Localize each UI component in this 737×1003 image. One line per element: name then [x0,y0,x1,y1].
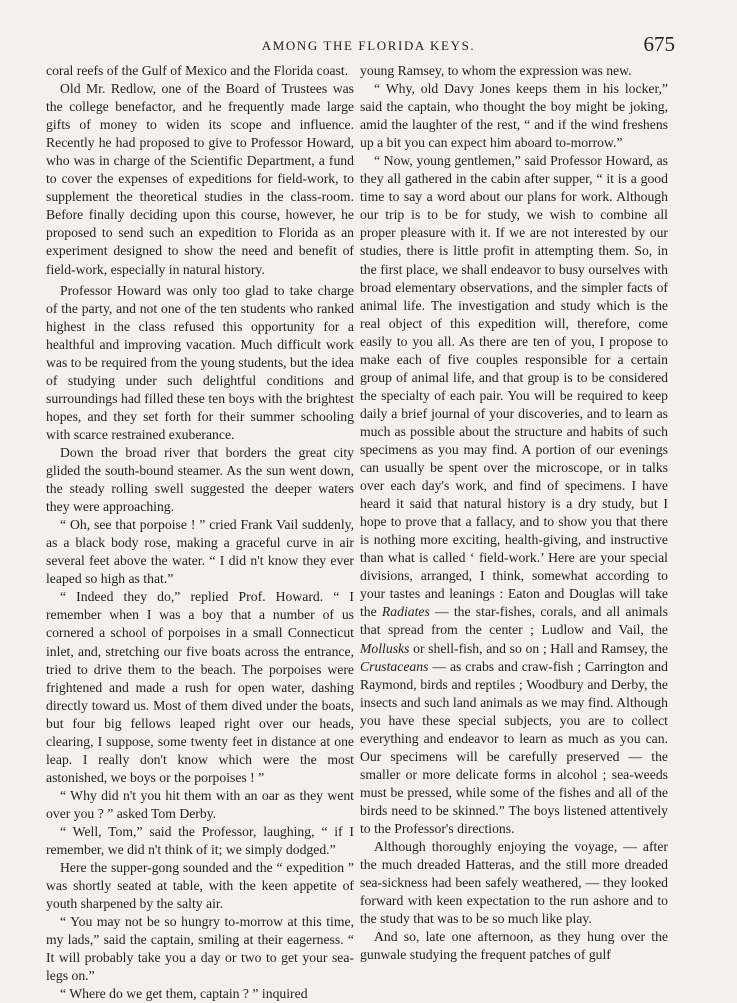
paragraph: coral reefs of the Gulf of Mexico and the Florida coast. [46,63,349,78]
paragraph: “ Indeed they do,” replied Prof. Howard. “ I remember when I was a boy that a number of us cornered a school of porpoises in a small Connecticut inlet, and, stretching our five boats across the entrance, tried to drive them to the beach. The porpoises were frightened and made a rush for open water, dashing directly toward us. Most of them dived under the boats, but four big fellows leaped right over our heads, clearing, I suppose, some twenty feet in distance at one leap. I really don't know which were the most astonished, we boys or the porpoises ! ” [46,589,354,785]
text-run: or shell-fish, and so on ; Hall and Ramsey, the [409,640,668,656]
paragraph: And so, late one afternoon, as they hung over the gunwale studying the frequent patches of gulf [360,929,668,963]
paragraph: Down the broad river that borders the great city glided the south-bound steamer. As the sun went down, the steady rolling swell suggested the deeper waters they were approaching. [46,444,354,515]
paragraph: “ Where do we get them, captain ? ” inquired [60,986,308,1002]
paragraph-professor-speech [360,152,668,838]
text-run: “ Now, young gentlemen,” said Professor Howard, as they all gathered in the cabin after supper, “ it is a good time to say a word about our plans for work. Although our trip is to be for study, we wish to combine all proper pleasure with it. If we are not interested by our studies, there is little profit in attempting them. So, in the first place, we shall endeavor to busy ourselves with broad elementary observations, and the simpler facts of animal life. The investigation and study which is the real object of this expedition will, therefore, come easily to you all. As there are ten of you, I propose to make each of five couples responsible for a certain group of animal life, and that group is to be considered the specialty of each pair. You will be required to keep daily a brief journal of your discoveries, and to learn as much as possible about the structure and habits of such specimens as you may find. A portion of our evenings can usually be spent over the microscope, or in talks over each day's work, and find of specimens. I have heard it said that natural history is a dry study, but I hope to prove that a fallacy, and to show you that there is nothing more exciting, health-giving, and instructive than what is called ‘ field-work.’ Here are your special divisions, arranged, I think, somewhat according to your tastes and leanings : Eaton and Douglas will take the [360,153,668,620]
running-header [0,34,737,60]
left-column [46,62,354,1003]
italic-term-mollusks: Mollusks [360,640,410,656]
paragraph: “ Why, old Davy Jones keeps them in his locker,” said the captain, who thought the boy might be joking, amid the laughter of the rest, “ and if the wind freshens up a bit you can expect him aboard to-morrow.” [360,81,668,151]
page-number: 675 [643,32,675,56]
running-title: AMONG THE FLORIDA KEYS. [261,38,476,53]
paragraph: “ Oh, see that porpoise ! ” cried Frank Vail suddenly, as a black body rose, making a graceful curve in air several feet above the water. “ I did n't know they ever leaped so high as that.” [46,517,354,587]
paragraph: “ Well, Tom,” said the Professor, laughing, “ if I remember, we did n't think of it; we simply dodged.” [46,823,354,858]
text-run: — the star-fishes, corals, and all animals that spread from the center ; Ludlow and Vail, the [360,604,668,638]
paragraph: Here the supper-gong sounded and the “ expedition ” was shortly seated at table, with the keen appetite of youth sharpened by the salty air. [46,860,354,912]
text-run: — as crabs and craw-fish ; Carrington and Raymond, birds and reptiles ; Woodbury and Derby, the insects and such land animals as we may find. Although you have these special subjects, you are to collect everything and endeavor to learn as much as you can. Our specimens will be carefully preserved — the smaller or more delicate forms in alcohol ; sea-weeds must be pressed, while some of the fishes and all of the birds need to be skinned.” The boys listened attentively to the Professor's directions. [360,658,668,836]
paragraph: “ You may not be so hungry to-morrow at this time, my lads,” said the captain, smiling at their eagerness. “ It will probably take you a day or two to get your sea-legs on.” [46,914,354,984]
paragraph: Old Mr. Redlow, one of the Board of Trustees was the college benefactor, and he frequently made large gifts of money to widen its scope and influence. Recently he had proposed to give to Professor Howard, who was in charge of the Scientific Department, a fund to cover the expenses of expeditions for field-work, to supplement the theoretical studies in the class-room. Before finally deciding upon this course, however, he proposed to send such an expedition to Florida as an experiment designed to show the need and benefit of field-work, especially in natural history. [46,81,354,277]
paragraph: “ Why did n't you hit them with an oar as they went over you ? ” asked Tom Derby. [46,787,354,821]
paragraph: young Ramsey, to whom the expression was new. [360,63,632,78]
right-column [360,62,668,964]
paragraph: Although thoroughly enjoying the voyage, — after the much dreaded Hatteras, and the still more dreaded sea-sickness had been safely weathered, — they looked forward with keen expectation to the run ashore and to the study that was to be so much like play. [360,839,668,927]
italic-term-crustaceans: Crustaceans [360,658,429,674]
italic-term-radiates: Radiates [381,604,430,620]
paragraph: Professor Howard was only too glad to take charge of the party, and not one of the ten students who ranked highest in the class refused this opportunity for a healthful and improving vacation. Much difficult work was to be required from the young students, but the idea of studying under such delightful conditions and surroundings had filled these ten boys with the brightest hopes, and they set forth for their summer schooling with scarce restrained exuberance. [46,282,354,442]
